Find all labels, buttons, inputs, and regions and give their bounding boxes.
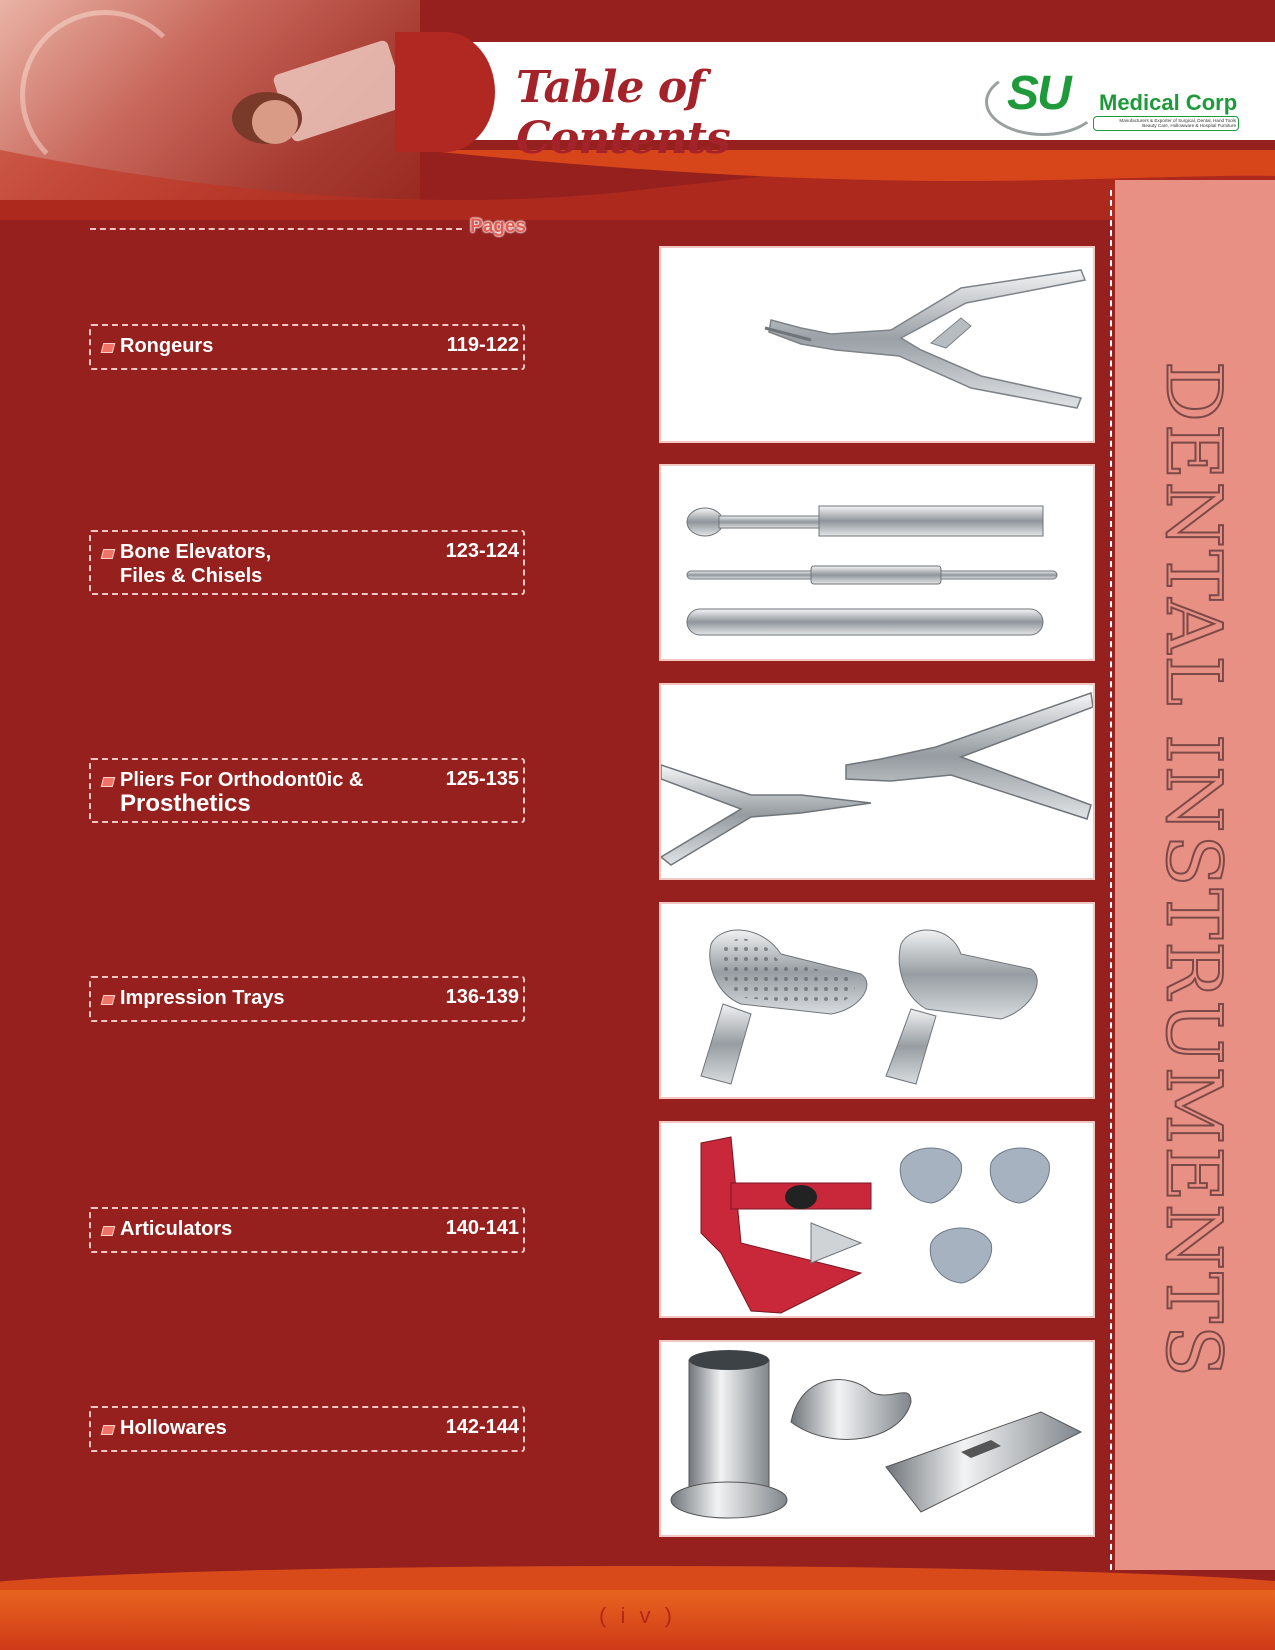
logo-tagline-line-2: Beauty Care, Hollowware & Hospital Furniture	[1142, 123, 1236, 129]
page-title: Table of Contents	[516, 62, 730, 164]
toc-entry-label-line-2: Files & Chisels	[120, 565, 263, 587]
holloware-image	[659, 1340, 1095, 1537]
toc-entry-impression-trays[interactable]	[89, 976, 525, 1022]
toc-entry-pages: 140-141	[445, 1217, 519, 1239]
toc-entry-label-line-1: Bone Elevators,	[120, 541, 272, 563]
toc-entry-pages: 125-135	[445, 768, 519, 790]
pliers-icon	[661, 685, 1093, 878]
pliers-image	[659, 683, 1095, 880]
pages-dashed-line	[90, 228, 462, 230]
bullet-icon	[101, 343, 116, 353]
articulator-icon	[661, 1123, 1093, 1316]
toc-entry-bone-elevators[interactable]	[89, 530, 525, 595]
pages-header	[90, 216, 526, 240]
holloware-icon	[661, 1342, 1093, 1535]
bullet-icon	[101, 777, 116, 787]
toc-entry-label: Impression Trays	[120, 987, 285, 1009]
toc-entry-label: Rongeurs	[120, 335, 214, 357]
bullet-icon	[101, 1226, 116, 1236]
company-logo	[985, 46, 1243, 138]
impression-tray-image	[659, 902, 1095, 1099]
pages-label: Pages	[470, 216, 526, 237]
side-dashed-divider	[1110, 190, 1112, 1580]
articulator-image	[659, 1121, 1095, 1318]
elevator-file-chisel-image	[659, 464, 1095, 661]
impression-tray-icon	[661, 904, 1093, 1097]
toc-entry-label: Articulators	[120, 1218, 233, 1240]
toc-entry-label-line-1: Pliers For Orthodont0ic &	[120, 769, 364, 791]
toc-entry-label-line-2: Prosthetics	[120, 790, 251, 817]
toc-entry-hollowares[interactable]	[89, 1406, 525, 1452]
logo-tagline-line-1: Manufacturers & Exporter of Surgical, Dental, Hand Tools	[1119, 118, 1236, 123]
rongeur-image	[659, 246, 1095, 443]
logo-tagline	[1093, 116, 1239, 131]
bullet-icon	[101, 1425, 116, 1435]
toc-entry-label	[120, 540, 271, 588]
toc-entry-rongeurs[interactable]	[89, 324, 525, 370]
side-section-title: DENTAL INSTRUMENTS	[1149, 360, 1239, 1380]
toc-entry-label: Hollowares	[120, 1417, 227, 1439]
bullet-icon	[101, 549, 116, 559]
elevator-file-chisel-icon	[661, 466, 1093, 659]
logo-mark: SU	[1007, 67, 1070, 120]
rongeur-icon	[661, 248, 1093, 441]
toc-entry-pages: 136-139	[445, 986, 519, 1008]
title-swoosh	[395, 32, 495, 152]
bullet-icon	[101, 995, 116, 1005]
toc-entry-pages: 123-124	[445, 540, 519, 562]
logo-company-name: Medical Corp	[1099, 90, 1238, 115]
toc-entry-pliers[interactable]	[89, 758, 525, 823]
toc-entry-pages: 142-144	[445, 1416, 519, 1438]
toc-entry-articulators[interactable]	[89, 1207, 525, 1253]
page-number: ( i v )	[599, 1603, 676, 1628]
toc-entry-label	[120, 768, 363, 817]
toc-entry-pages: 119-122	[446, 334, 519, 356]
